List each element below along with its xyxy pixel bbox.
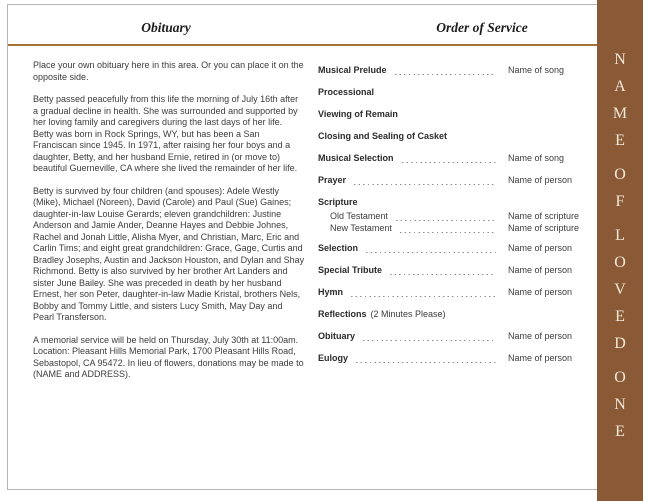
service-row-value: Name of person [508,331,573,341]
obituary-paragraph: Betty passed peacefully from this life the morning of July 16th after a gradual decline in health. She was surrounded and supported by her loving family and caregivers during the last days of her life. Betty was born in Rock Springs, WY, but has been a San Franciscan since 1945. In 1971, after raising her four boys and a daughter, Betty, and her husband Ernie, retired in (or move to) beautiful Guerneville, CA where she lived the remainder of her life. [33,94,299,173]
service-row [318,196,586,208]
service-row-label: Processional [318,87,375,97]
service-row-value: Name of person [508,353,573,363]
sidebar-letter: L [615,227,625,244]
sidebar-word [597,46,643,154]
order-of-service-header-area [324,19,640,44]
page-content [8,46,640,392]
dotted-leader [351,288,496,297]
sidebar-letter: V [614,281,626,298]
dotted-leader [356,354,496,363]
service-row [318,308,586,320]
name-of-loved-one-banner [597,0,643,501]
service-row-value: Name of person [508,287,573,297]
service-row [318,130,586,142]
sidebar-letter: N [614,51,626,68]
service-row-label: Special Tribute [318,265,383,275]
service-row [318,174,586,186]
sidebar-word [597,364,643,445]
service-row [318,108,586,120]
service-row-label: Musical Selection [318,153,394,163]
service-row [318,264,586,276]
service-row-label: Selection [318,243,359,253]
service-row [318,242,586,254]
sidebar-letter: O [614,166,626,183]
dotted-leader [363,332,496,341]
obituary-paragraph: Place your own obituary here in this area. Or you can place it on the opposite side. [33,60,304,82]
sidebar-letter: O [614,369,626,386]
service-row-label: Eulogy [318,353,349,363]
service-row [318,210,586,222]
sidebar-letter: E [615,308,625,325]
sidebar-letter: N [614,396,626,413]
service-row-value: Name of scripture [508,223,580,233]
sidebar-letter: A [614,78,626,95]
service-row-label: Musical Prelude [318,65,387,75]
obituary-title: Obituary [141,20,191,35]
service-row-label: Reflections [318,309,367,319]
dotted-leader [395,66,496,75]
sidebar-letter: E [615,423,625,440]
service-row [318,64,586,76]
service-row-value: Name of person [508,243,573,253]
service-row-label: Prayer [318,175,347,185]
service-row-label: Obituary [318,331,356,341]
service-row-label: New Testament [330,223,392,233]
dotted-leader [402,154,496,163]
service-row-value: Name of person [508,265,573,275]
dotted-leader [400,224,496,233]
obituary-header-area [8,19,324,44]
service-row [318,352,586,364]
sidebar-word [597,222,643,357]
obituary-section [33,46,305,392]
sidebar-word [597,161,643,215]
service-row [318,152,586,164]
sidebar-letter: O [614,254,626,271]
dotted-leader [366,244,496,253]
dotted-leader [354,176,496,185]
service-row-value: Name of scripture [508,211,580,221]
service-row-note: (2 Minutes Please) [370,309,446,319]
order-of-service-title: Order of Service [436,20,528,35]
service-row [318,286,586,298]
service-row [318,86,586,98]
service-row [318,330,586,342]
service-row-value: Name of song [508,153,565,163]
service-row-label: Closing and Sealing of Casket [318,131,448,141]
page-header [8,5,640,46]
sidebar-letter: E [615,132,625,149]
service-row-label: Viewing of Remain [318,109,398,119]
sidebar-letter: M [612,105,628,122]
dotted-leader [396,212,496,221]
service-row-label: Scripture [318,197,358,207]
service-row [318,222,586,234]
obituary-paragraph: Betty is survived by four children (and spouses): Adele Westly (Mike), Michael (Noreen), David (Carole) and Paul (Sue) Gaines; daughter-in-law Louise Gerards; eleven grandchildren: Justine Anderson and Jamie Ander, Deanne Hayes and Debbie Johnes, Rachel and Jonah Little, Alisha Myer, and Christian, Marc, Eric and Carlin Tims; and eight great grandchildren: Grace, Gage, Curtis and Bradley Josephs, Austin and Jackson Houston, and Dylan and Shay Richmond. Betty is also survived by her brother Art Landers and sister June Bailey. She was preceded in death by her husband Ernest, her son Peter, daughter-in-law Madie Kristal, brothers Nels, Bobby and Tommy Little, and sisters Lucy Smith, May Day and Pearl Transferson. [33,185,305,322]
service-row-value: Name of person [508,175,573,185]
service-row-label: Old Testament [330,211,388,221]
dotted-leader [390,266,496,275]
program-page [7,4,641,490]
service-row-value: Name of song [508,65,565,75]
order-of-service-section [318,46,586,392]
sidebar-letter: D [614,335,626,352]
sidebar-letter: F [615,193,625,210]
obituary-paragraph: A memorial service will be held on Thursday, July 30th at 11:00am. Location: Pleasant Hills Memorial Park, 1700 Pleasant Hills Road, Sebastopol, CA 95472. In lieu of flowers, donations may be made to (NAME and ADDRESS). [33,334,304,379]
service-row-label: Hymn [318,287,344,297]
